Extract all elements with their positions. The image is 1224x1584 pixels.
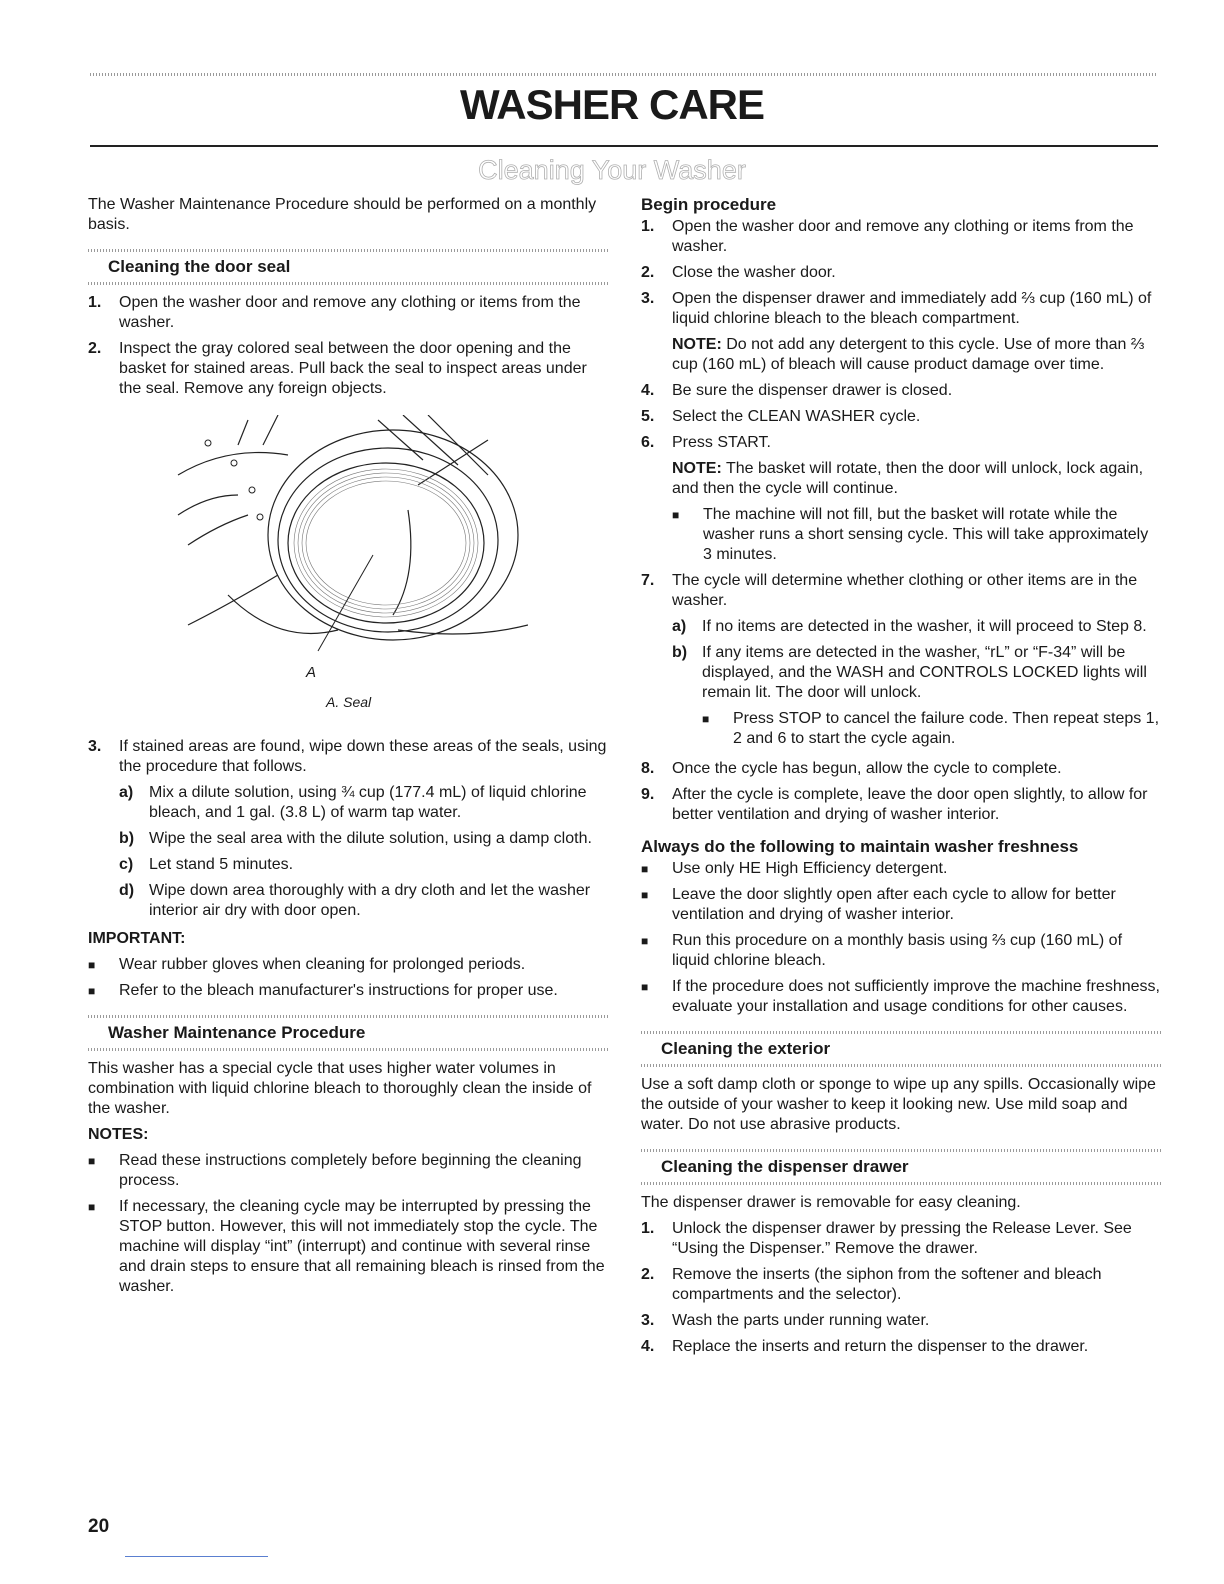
bullet-item: ■ Wear rubber gloves when cleaning for prolonged periods. xyxy=(88,956,526,973)
note-text: NOTE: Do not add any detergent to this cycle. Use of more than ⅔ cup (160 mL) of bleach will cause product damage over time. xyxy=(672,336,1145,373)
sub-list-item: b) If any items are detected in the washer, “rL” or “F-34” will be displayed, and the WASH and CONTROLS LOCKED lights will remain lit. The door will unlock. xyxy=(672,644,1147,701)
bullet-square-icon: ■ xyxy=(88,984,96,998)
list-item: 9. After the cycle is complete, leave the door open slightly, to allow for better ventilation and drying of washer interior. xyxy=(641,786,1148,823)
title-rule xyxy=(90,145,1158,147)
bullet-item: ■ If the procedure does not sufficiently improve the machine freshness, evaluate your installation and usage conditions for other causes. xyxy=(641,978,1160,1015)
bullet-square-icon: ■ xyxy=(672,508,680,522)
bullet-item: ■ Refer to the bleach manufacturer's instructions for proper use. xyxy=(88,982,558,999)
left-column xyxy=(88,195,608,1297)
top-dotted-rule xyxy=(90,73,1158,76)
figure-caption: A. Seal xyxy=(326,694,372,710)
right-column xyxy=(641,195,1161,1357)
page-title: WASHER CARE xyxy=(459,81,765,128)
figure-callout-label: A xyxy=(306,664,317,681)
bullet-item: ■ Leave the door slightly open after each cycle to allow for better ventilation and drying of washer interior. xyxy=(641,886,1116,923)
sub-list-item: d) Wipe down area thoroughly with a dry cloth and let the washer interior air dry with door open. xyxy=(119,882,591,919)
dispenser-intro: The dispenser drawer is removable for easy cleaning. xyxy=(641,1194,1021,1211)
list-item: 3. If stained areas are found, wipe down these areas of the seals, using the procedure that follows. xyxy=(88,738,607,775)
intro-text: The Washer Maintenance Procedure should be performed on a monthly basis. xyxy=(88,196,597,233)
bullet-item: ■ Press STOP to cancel the failure code. Then repeat steps 1, 2 and 6 to start the cycle again. xyxy=(702,710,1160,747)
bullet-item: ■ Run this procedure on a monthly basis using ⅔ cup (160 mL) of liquid chlorine bleach. xyxy=(641,932,1123,969)
freshness-heading: Always do the following to maintain washer freshness xyxy=(641,837,1079,856)
list-item: 1. Unlock the dispenser drawer by pressing the Release Lever. See “Using the Dispenser.” Remove the drawer. xyxy=(641,1220,1132,1257)
section-header-maintenance xyxy=(88,1015,608,1051)
bullet-square-icon: ■ xyxy=(641,934,649,948)
notes-label: NOTES: xyxy=(88,1126,149,1143)
note-text: NOTE: The basket will rotate, then the door will unlock, lock again, and then the cycle will continue. xyxy=(672,460,1144,497)
sub-list-item: c) Let stand 5 minutes. xyxy=(119,856,294,873)
begin-procedure-heading: Begin procedure xyxy=(641,195,777,214)
bullet-square-icon: ■ xyxy=(641,862,649,876)
washer-door-seal-illustration xyxy=(168,415,528,660)
list-item: 2. Remove the inserts (the siphon from the softener and bleach compartments and the selector). xyxy=(641,1266,1102,1303)
section-heading: Cleaning the door seal xyxy=(108,257,291,276)
bullet-square-icon: ■ xyxy=(641,980,649,994)
bullet-item: ■ Read these instructions completely before beginning the cleaning process. xyxy=(88,1152,582,1189)
bullet-square-icon: ■ xyxy=(88,958,96,972)
bullet-square-icon: ■ xyxy=(702,712,710,726)
list-item: 3. Open the dispenser drawer and immediately add ⅔ cup (160 mL) of liquid chlorine bleach to the bleach compartment. xyxy=(641,290,1152,327)
bullet-item: ■ Use only HE High Efficiency detergent. xyxy=(641,860,948,877)
bullet-square-icon: ■ xyxy=(88,1154,96,1168)
sub-list-item: a) Mix a dilute solution, using ¾ cup (177.4 mL) of liquid chlorine bleach, and 1 gal. (3.8 L) of warm tap water. xyxy=(119,784,587,821)
list-item: 6. Press START. xyxy=(641,434,771,451)
list-item: 4. Be sure the dispenser drawer is closed. xyxy=(641,382,953,399)
section-heading: Cleaning the dispenser drawer xyxy=(661,1157,909,1176)
bottom-blue-rule xyxy=(125,1556,268,1557)
list-item: 2. Inspect the gray colored seal between the door opening and the basket for stained areas. Pull back the seal to inspect areas under the seal. Remove any foreign objects. xyxy=(88,340,587,397)
bullet-item: ■ If necessary, the cleaning cycle may be interrupted by pressing the STOP button. However, this will not immediately stop the cycle. The machine will display “int” (interrupt) and continue with several rinse and drain steps to ensure that all remaining bleach is rinsed from the washer. xyxy=(88,1198,605,1295)
bullet-item: ■ The machine will not fill, but the basket will rotate while the washer runs a short sensing cycle. This will take approximately 3 minutes. xyxy=(672,506,1149,563)
bullet-square-icon: ■ xyxy=(88,1200,96,1214)
page-number: 20 xyxy=(88,1516,110,1537)
sub-list-item: b) Wipe the seal area with the dilute solution, using a damp cloth. xyxy=(119,830,592,847)
important-label: IMPORTANT: xyxy=(88,930,186,947)
section-heading: Cleaning the exterior xyxy=(661,1039,831,1058)
section-header-exterior xyxy=(641,1031,1161,1067)
section-header-door-seal xyxy=(88,249,608,285)
list-item: 8. Once the cycle has begun, allow the cycle to complete. xyxy=(641,760,1062,777)
list-item: 2. Close the washer door. xyxy=(641,264,836,281)
list-item: 4. Replace the inserts and return the dispenser to the drawer. xyxy=(641,1338,1089,1355)
page-subtitle: Cleaning Your Washer xyxy=(478,155,746,185)
list-item: 5. Select the CLEAN WASHER cycle. xyxy=(641,408,921,425)
list-item: 1. Open the washer door and remove any clothing or items from the washer. xyxy=(88,294,581,331)
bullet-square-icon: ■ xyxy=(641,888,649,902)
maintenance-intro: This washer has a special cycle that uses higher water volumes in combination with liquid chlorine bleach to thoroughly clean the inside of the washer. xyxy=(88,1060,592,1117)
section-heading: Washer Maintenance Procedure xyxy=(108,1023,366,1042)
list-item: 3. Wash the parts under running water. xyxy=(641,1312,930,1329)
exterior-text: Use a soft damp cloth or sponge to wipe up any spills. Occasionally wipe the outside of your washer to keep it looking new. Use mild soap and water. Do not use abrasive products. xyxy=(641,1076,1156,1133)
door-seal-figure xyxy=(88,415,608,715)
list-item: 7. The cycle will determine whether clothing or other items are in the washer. xyxy=(641,572,1138,609)
sub-list-item: a) If no items are detected in the washer, it will proceed to Step 8. xyxy=(672,618,1147,635)
list-item: 1. Open the washer door and remove any clothing or items from the washer. xyxy=(641,218,1134,255)
section-header-dispenser xyxy=(641,1149,1161,1185)
